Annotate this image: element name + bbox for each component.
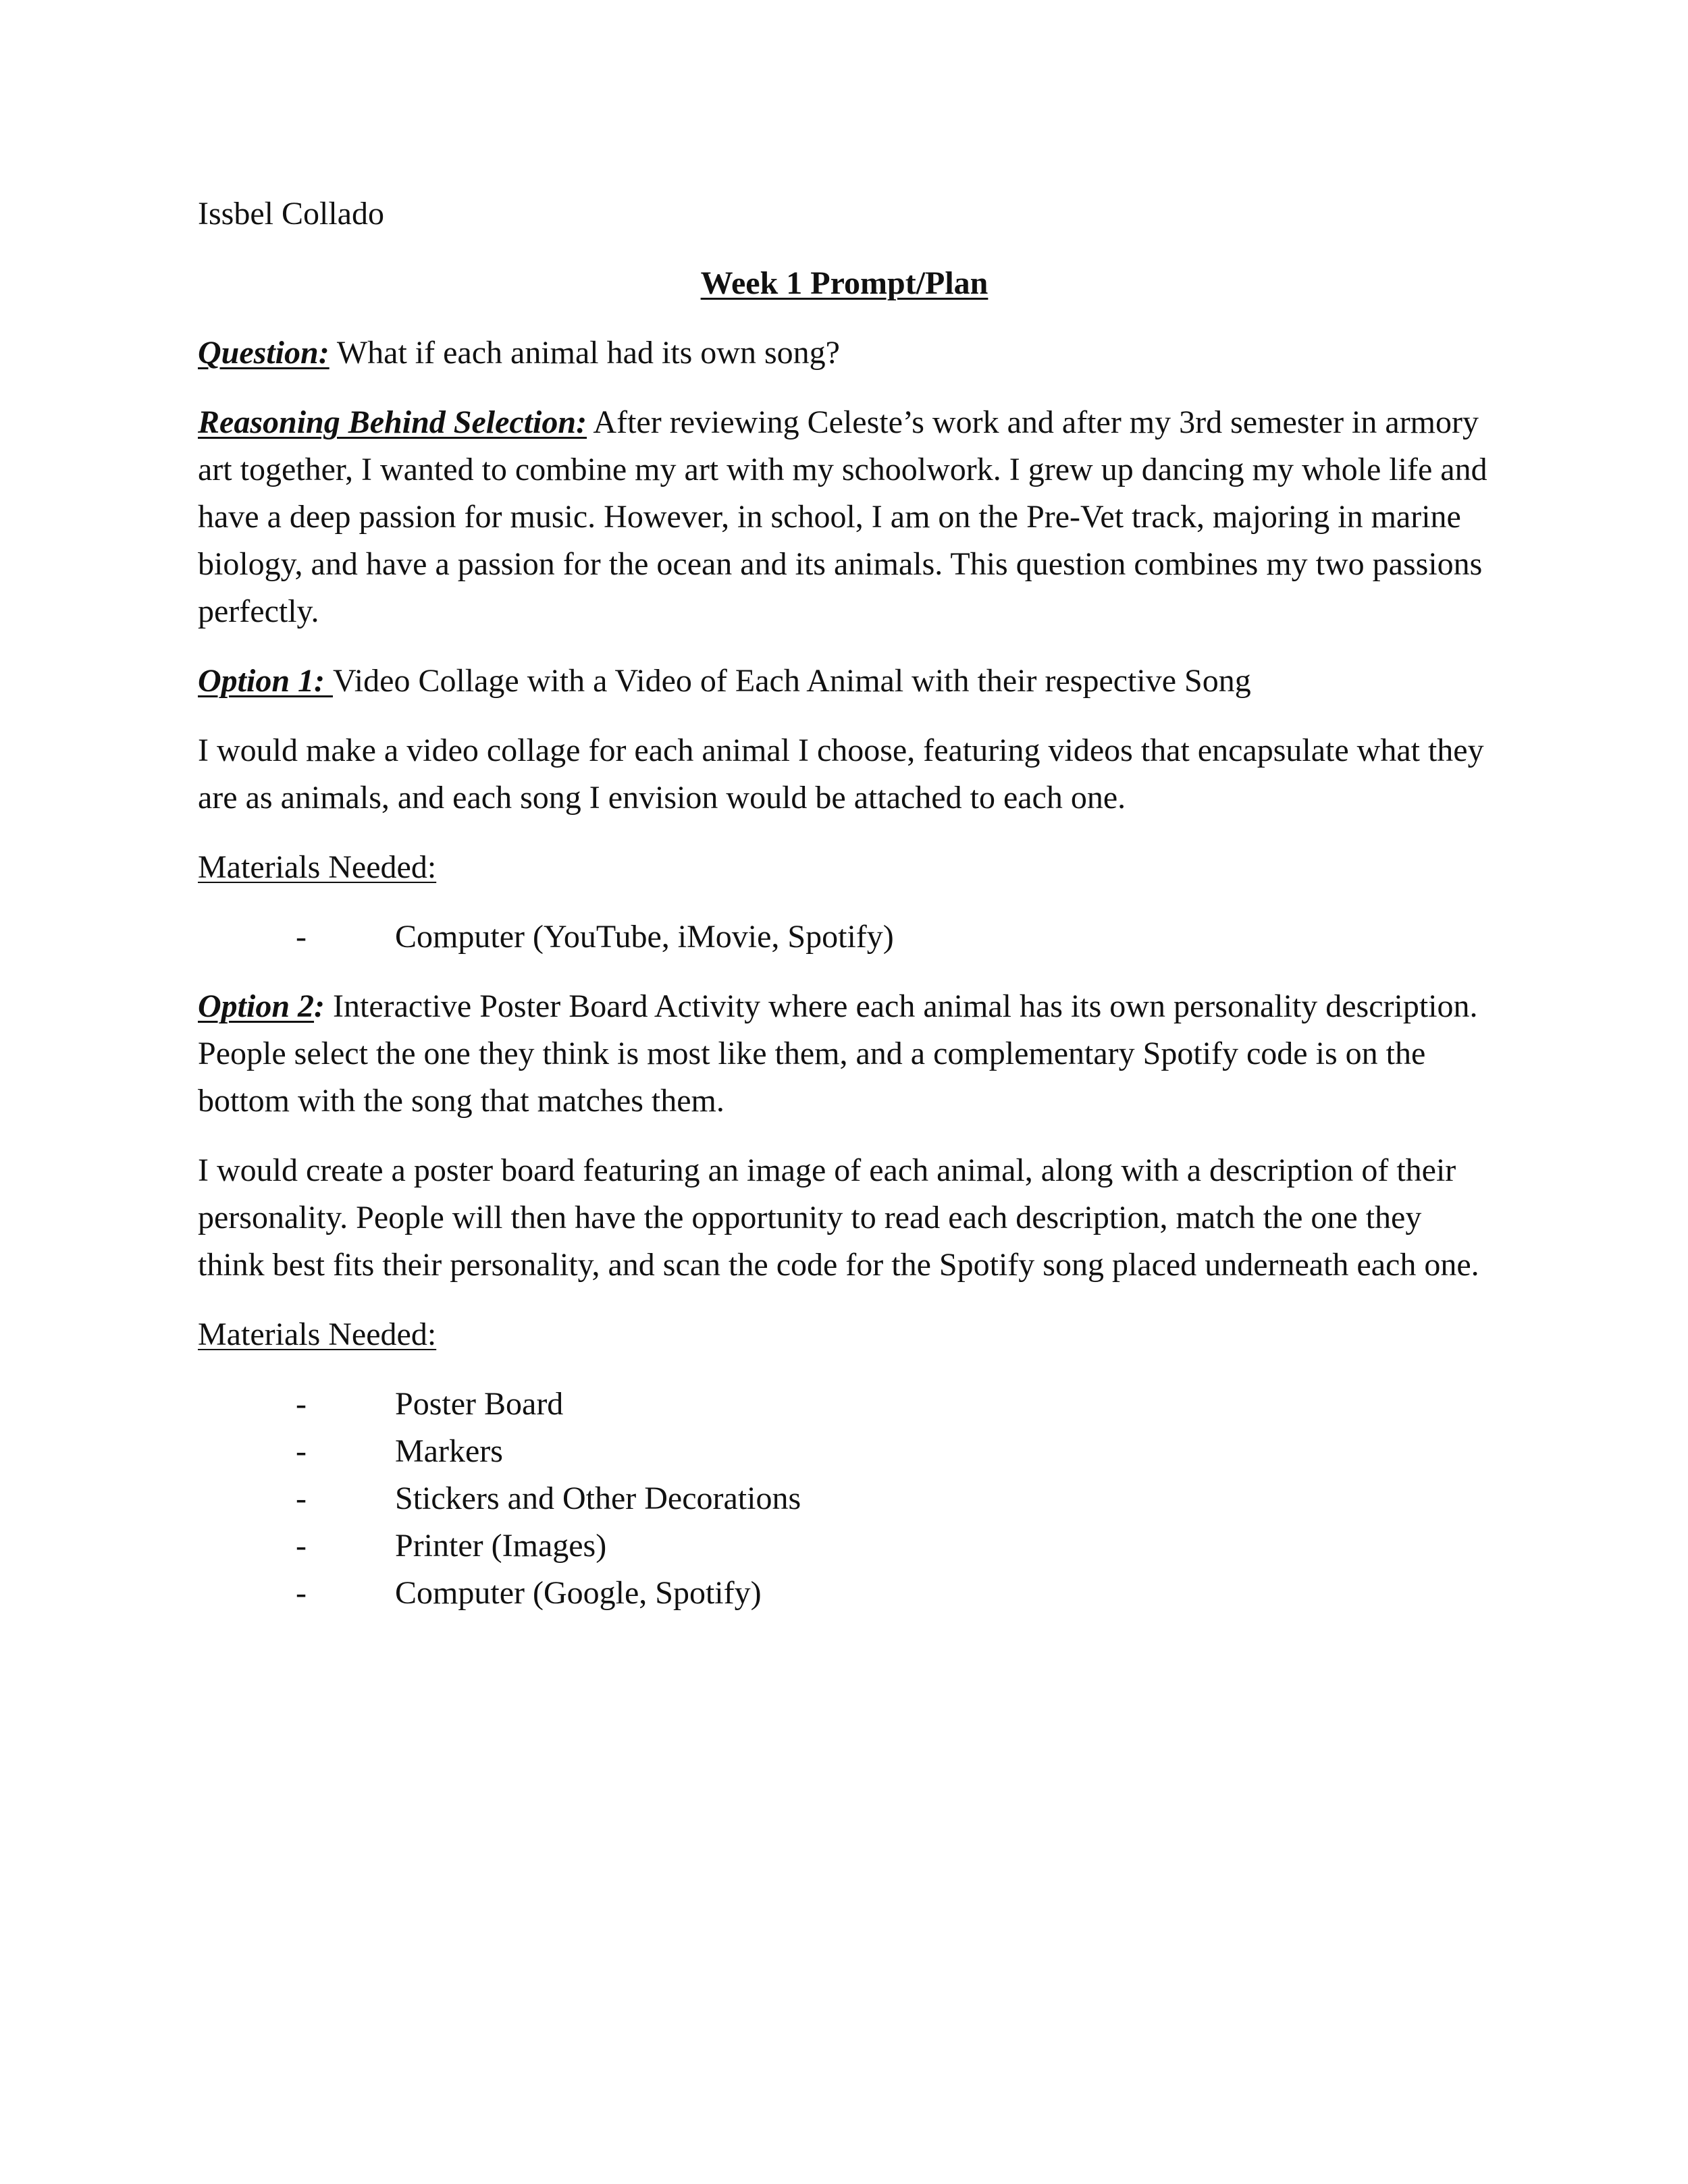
option1-label: Option 1: xyxy=(198,663,334,699)
list-dash: - xyxy=(296,919,307,955)
list-item-text: Stickers and Other Decorations xyxy=(395,1481,801,1516)
list-item-text: Markers xyxy=(395,1433,503,1469)
question-label: Question: xyxy=(198,335,329,371)
reasoning-text: After reviewing Celeste’s work and after my 3rd semester in armory art together, I wanted to combine my art with my schoolwork. I grew up dancing my whole life and have a deep passion for music. However, in school, I am on the Pre-Vet track, majoring in marine biology, and have a passion for the ocean and its animals. This question combines my two passions perfectly. xyxy=(198,404,1487,629)
document-title: Week 1 Prompt/Plan xyxy=(700,265,988,301)
option2-description: I would create a poster board featuring an image of each animal, along with a description of their personality. People will then have the opportunity to read each description, match the one they think best fits their personality, and scan the code for the Spotify song placed underneath each one. xyxy=(198,1152,1479,1283)
list-dash: - xyxy=(296,1433,307,1469)
option1-heading xyxy=(198,658,1491,705)
option2-label-colon: : xyxy=(314,988,325,1024)
option2-label: Option 2 xyxy=(198,988,315,1024)
document-body xyxy=(198,190,1491,1639)
list-dash: - xyxy=(296,1528,307,1564)
option1-description: I would make a video collage for each animal I choose, featuring videos that encapsulate what they are as animals, and each song I envision would be attached to each one. xyxy=(198,733,1484,816)
list-item-text: Poster Board xyxy=(395,1386,564,1422)
option2-materials-heading xyxy=(198,1311,1491,1358)
list-item xyxy=(198,1475,1491,1522)
list-dash: - xyxy=(296,1386,307,1422)
list-item-text: Computer (Google, Spotify) xyxy=(395,1575,762,1611)
option1-materials-label: Materials Needed: xyxy=(198,849,437,885)
list-dash: - xyxy=(296,1575,307,1611)
question-paragraph xyxy=(198,329,1491,377)
option2-materials-label: Materials Needed: xyxy=(198,1316,437,1352)
list-dash: - xyxy=(296,1481,307,1516)
reasoning-paragraph xyxy=(198,399,1491,635)
option2-materials-list xyxy=(198,1381,1491,1617)
author-name: Issbel Collado xyxy=(198,196,384,232)
list-item xyxy=(198,1570,1491,1617)
option1-title: Video Collage with a Video of Each Animal with their respective Song xyxy=(333,663,1251,699)
list-item-text: Printer (Images) xyxy=(395,1528,607,1564)
option1-materials-heading xyxy=(198,844,1491,891)
question-text: What if each animal had its own song? xyxy=(329,335,840,371)
list-item-text: Computer (YouTube, iMovie, Spotify) xyxy=(395,919,894,955)
option2-title: Interactive Poster Board Activity where each animal has its own personality description. People select the one they think is most like them, and a complementary Spotify code is on the bottom with the song that matches them. xyxy=(198,988,1478,1119)
list-item xyxy=(198,1381,1491,1428)
option1-materials-list xyxy=(198,913,1491,961)
list-item xyxy=(198,1522,1491,1570)
list-item xyxy=(198,1428,1491,1475)
option2-heading xyxy=(198,983,1491,1125)
list-item xyxy=(198,913,1491,961)
reasoning-label: Reasoning Behind Selection: xyxy=(198,404,587,440)
